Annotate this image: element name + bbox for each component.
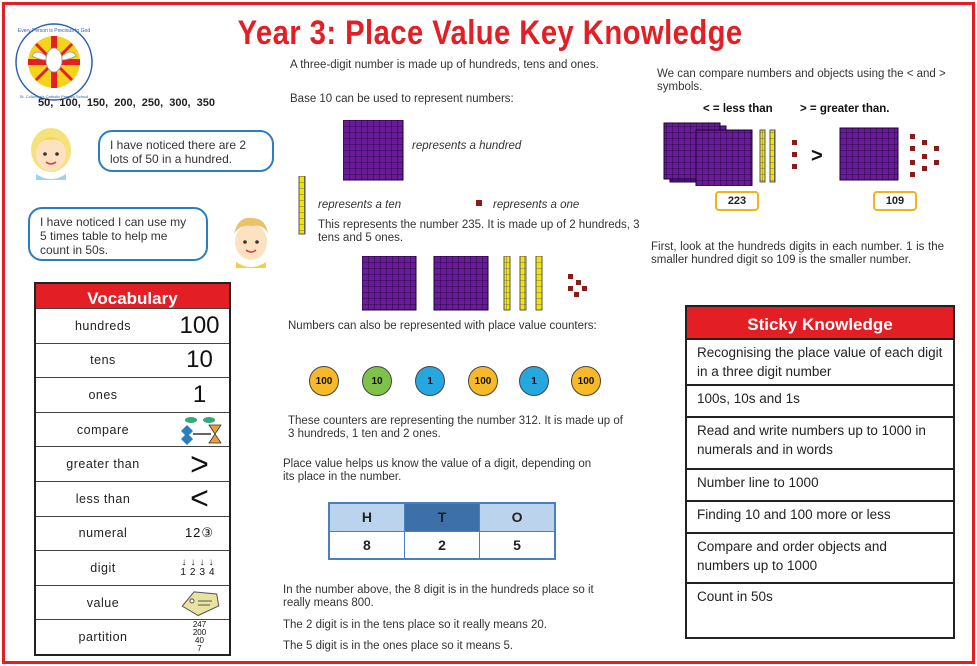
sticky-knowledge-panel — [685, 305, 955, 639]
base10-235-blocks — [362, 256, 594, 312]
place-value-counter: 100 — [571, 366, 601, 396]
counters-text: Numbers can also be represented with place value counters: — [288, 320, 597, 332]
less-than-key: < = less than — [703, 103, 773, 115]
sticky-item: Compare and order objects and numbers up to 1000 — [685, 534, 955, 584]
sticky-item: Recognising the place value of each digit in a three digit number — [685, 340, 955, 386]
explain-2-text: The 2 digit is in the tens place so it really means 20. — [283, 619, 548, 631]
partition-number: 40 — [195, 636, 204, 646]
logo-bottom-text: St. Columba's Catholic Primary School — [19, 94, 89, 99]
vocab-row-numeral — [36, 516, 229, 551]
one-label: represents a one — [493, 199, 580, 211]
vocab-row-ones — [36, 377, 229, 412]
number-box-right: 109 — [873, 191, 917, 211]
vocab-symbol: 12③ — [184, 525, 215, 541]
logo-top-text: Every Person is Precious to God — [17, 28, 91, 34]
hto-value-t: 2 — [404, 531, 479, 559]
vocab-word: digit — [90, 560, 116, 575]
vocab-word: tens — [90, 353, 116, 368]
vocab-row-value — [36, 585, 229, 620]
girl-face-icon — [26, 124, 76, 180]
hto-value-h: 8 — [329, 531, 404, 559]
partition-number: 200 — [192, 628, 207, 638]
partition-numbers — [170, 620, 229, 654]
compare-blocks-illustration — [660, 120, 950, 186]
vocab-symbol: 1 — [192, 380, 207, 408]
vocab-word: value — [86, 595, 120, 610]
vocabulary-table — [34, 308, 231, 656]
vocab-row-partition — [36, 619, 229, 654]
one-cube-icon — [476, 200, 482, 206]
compare-text: We can compare numbers and objects using the < and > symbols. — [657, 68, 946, 93]
price-tag-icon — [170, 586, 229, 620]
place-value-counter: 100 — [309, 366, 339, 396]
sticky-item: Number line to 1000 — [685, 470, 955, 502]
hundred-block-icon — [343, 120, 405, 182]
hto-header-t: T — [404, 503, 479, 531]
digit-arrows-icon: ↓↓↓↓ 1234 — [180, 556, 219, 578]
vocab-row-greater-than — [36, 446, 229, 481]
vocabulary-heading: Vocabulary — [34, 282, 231, 308]
vocab-word: partition — [78, 630, 128, 645]
vocab-word: ones — [88, 387, 118, 402]
ten-rod-icon — [298, 176, 308, 236]
partition-number: 247 — [192, 620, 207, 630]
vocab-word: greater than — [66, 457, 140, 472]
speech-bubble-1: I have noticed there are 2 lots of 50 in a hundred. — [98, 130, 274, 172]
compare-symbol: > — [811, 145, 823, 167]
hto-header-h: H — [329, 503, 404, 531]
sticky-item: Finding 10 and 100 more or less — [685, 502, 955, 534]
vocab-word: less than — [75, 491, 131, 506]
explain-5-text: The 5 digit is in the ones place so it means 5. — [283, 640, 514, 652]
page-title: Year 3: Place Value Key Knowledge — [237, 14, 743, 52]
boy-face-icon — [226, 212, 276, 268]
place-value-text: Place value helps us know the value of a digit, depending on its place in the number. — [283, 458, 592, 483]
vocabulary-panel — [34, 282, 231, 656]
counters-explain-text: These counters are representing the number 312. It is made up of 3 hundreds, 1 ten and 2 ones. — [288, 415, 623, 440]
place-value-counter: 1 — [519, 366, 549, 396]
vocab-symbol: > — [190, 445, 209, 482]
example-235-text: This represents the number 235. It is made up of 2 hundreds, 3 tens and 5 ones. — [318, 219, 640, 244]
partition-number: 7 — [197, 644, 202, 654]
sticky-item: Count in 50s — [685, 584, 955, 639]
number-box-left: 223 — [715, 191, 759, 211]
vocab-word: hundreds — [74, 318, 132, 333]
base10-text: Base 10 can be used to represent numbers: — [290, 93, 514, 105]
first-look-text: First, look at the hundreds digits in each number. 1 is the smaller hundred digit so 109 is the smaller number. — [651, 241, 944, 266]
vocab-symbol: 1234 — [180, 566, 219, 578]
vocab-word: numeral — [78, 526, 128, 541]
intro-text: A three-digit number is made up of hundreds, tens and ones. — [290, 59, 599, 71]
sticky-knowledge-heading: Sticky Knowledge — [685, 305, 955, 340]
sticky-item: 100s, 10s and 1s — [685, 386, 955, 418]
vocab-row-hundreds — [36, 308, 229, 343]
hundred-label: represents a hundred — [412, 140, 522, 152]
hto-table — [328, 502, 556, 560]
vocab-row-tens — [36, 343, 229, 378]
vocab-row-digit — [36, 550, 229, 585]
place-value-counter: 10 — [362, 366, 392, 396]
speech-bubble-2: I have noticed I can use my 5 times table to help me count in 50s. — [28, 207, 208, 261]
greater-than-key: > = greater than. — [800, 103, 890, 115]
hto-header-o: O — [480, 503, 555, 531]
explain-8-text: In the number above, the 8 digit is in the hundreds place so it really means 800. — [283, 584, 594, 609]
compare-icon — [170, 413, 229, 447]
vocab-word: compare — [76, 422, 130, 437]
hto-value-o: 5 — [480, 531, 555, 559]
vocab-symbol: 10 — [186, 346, 213, 374]
place-value-counter: 100 — [468, 366, 498, 396]
vocab-row-less-than — [36, 481, 229, 516]
count-in-50s-sequence: 50, 100, 150, 200, 250, 300, 350 — [38, 97, 216, 109]
vocab-row-compare — [36, 412, 229, 447]
sticky-item: Read and write numbers up to 1000 in numerals and in words — [685, 418, 955, 470]
ten-label: represents a ten — [318, 199, 402, 211]
vocab-symbol: < — [190, 480, 209, 517]
place-value-counter: 1 — [415, 366, 445, 396]
vocab-symbol: 100 — [179, 311, 220, 339]
